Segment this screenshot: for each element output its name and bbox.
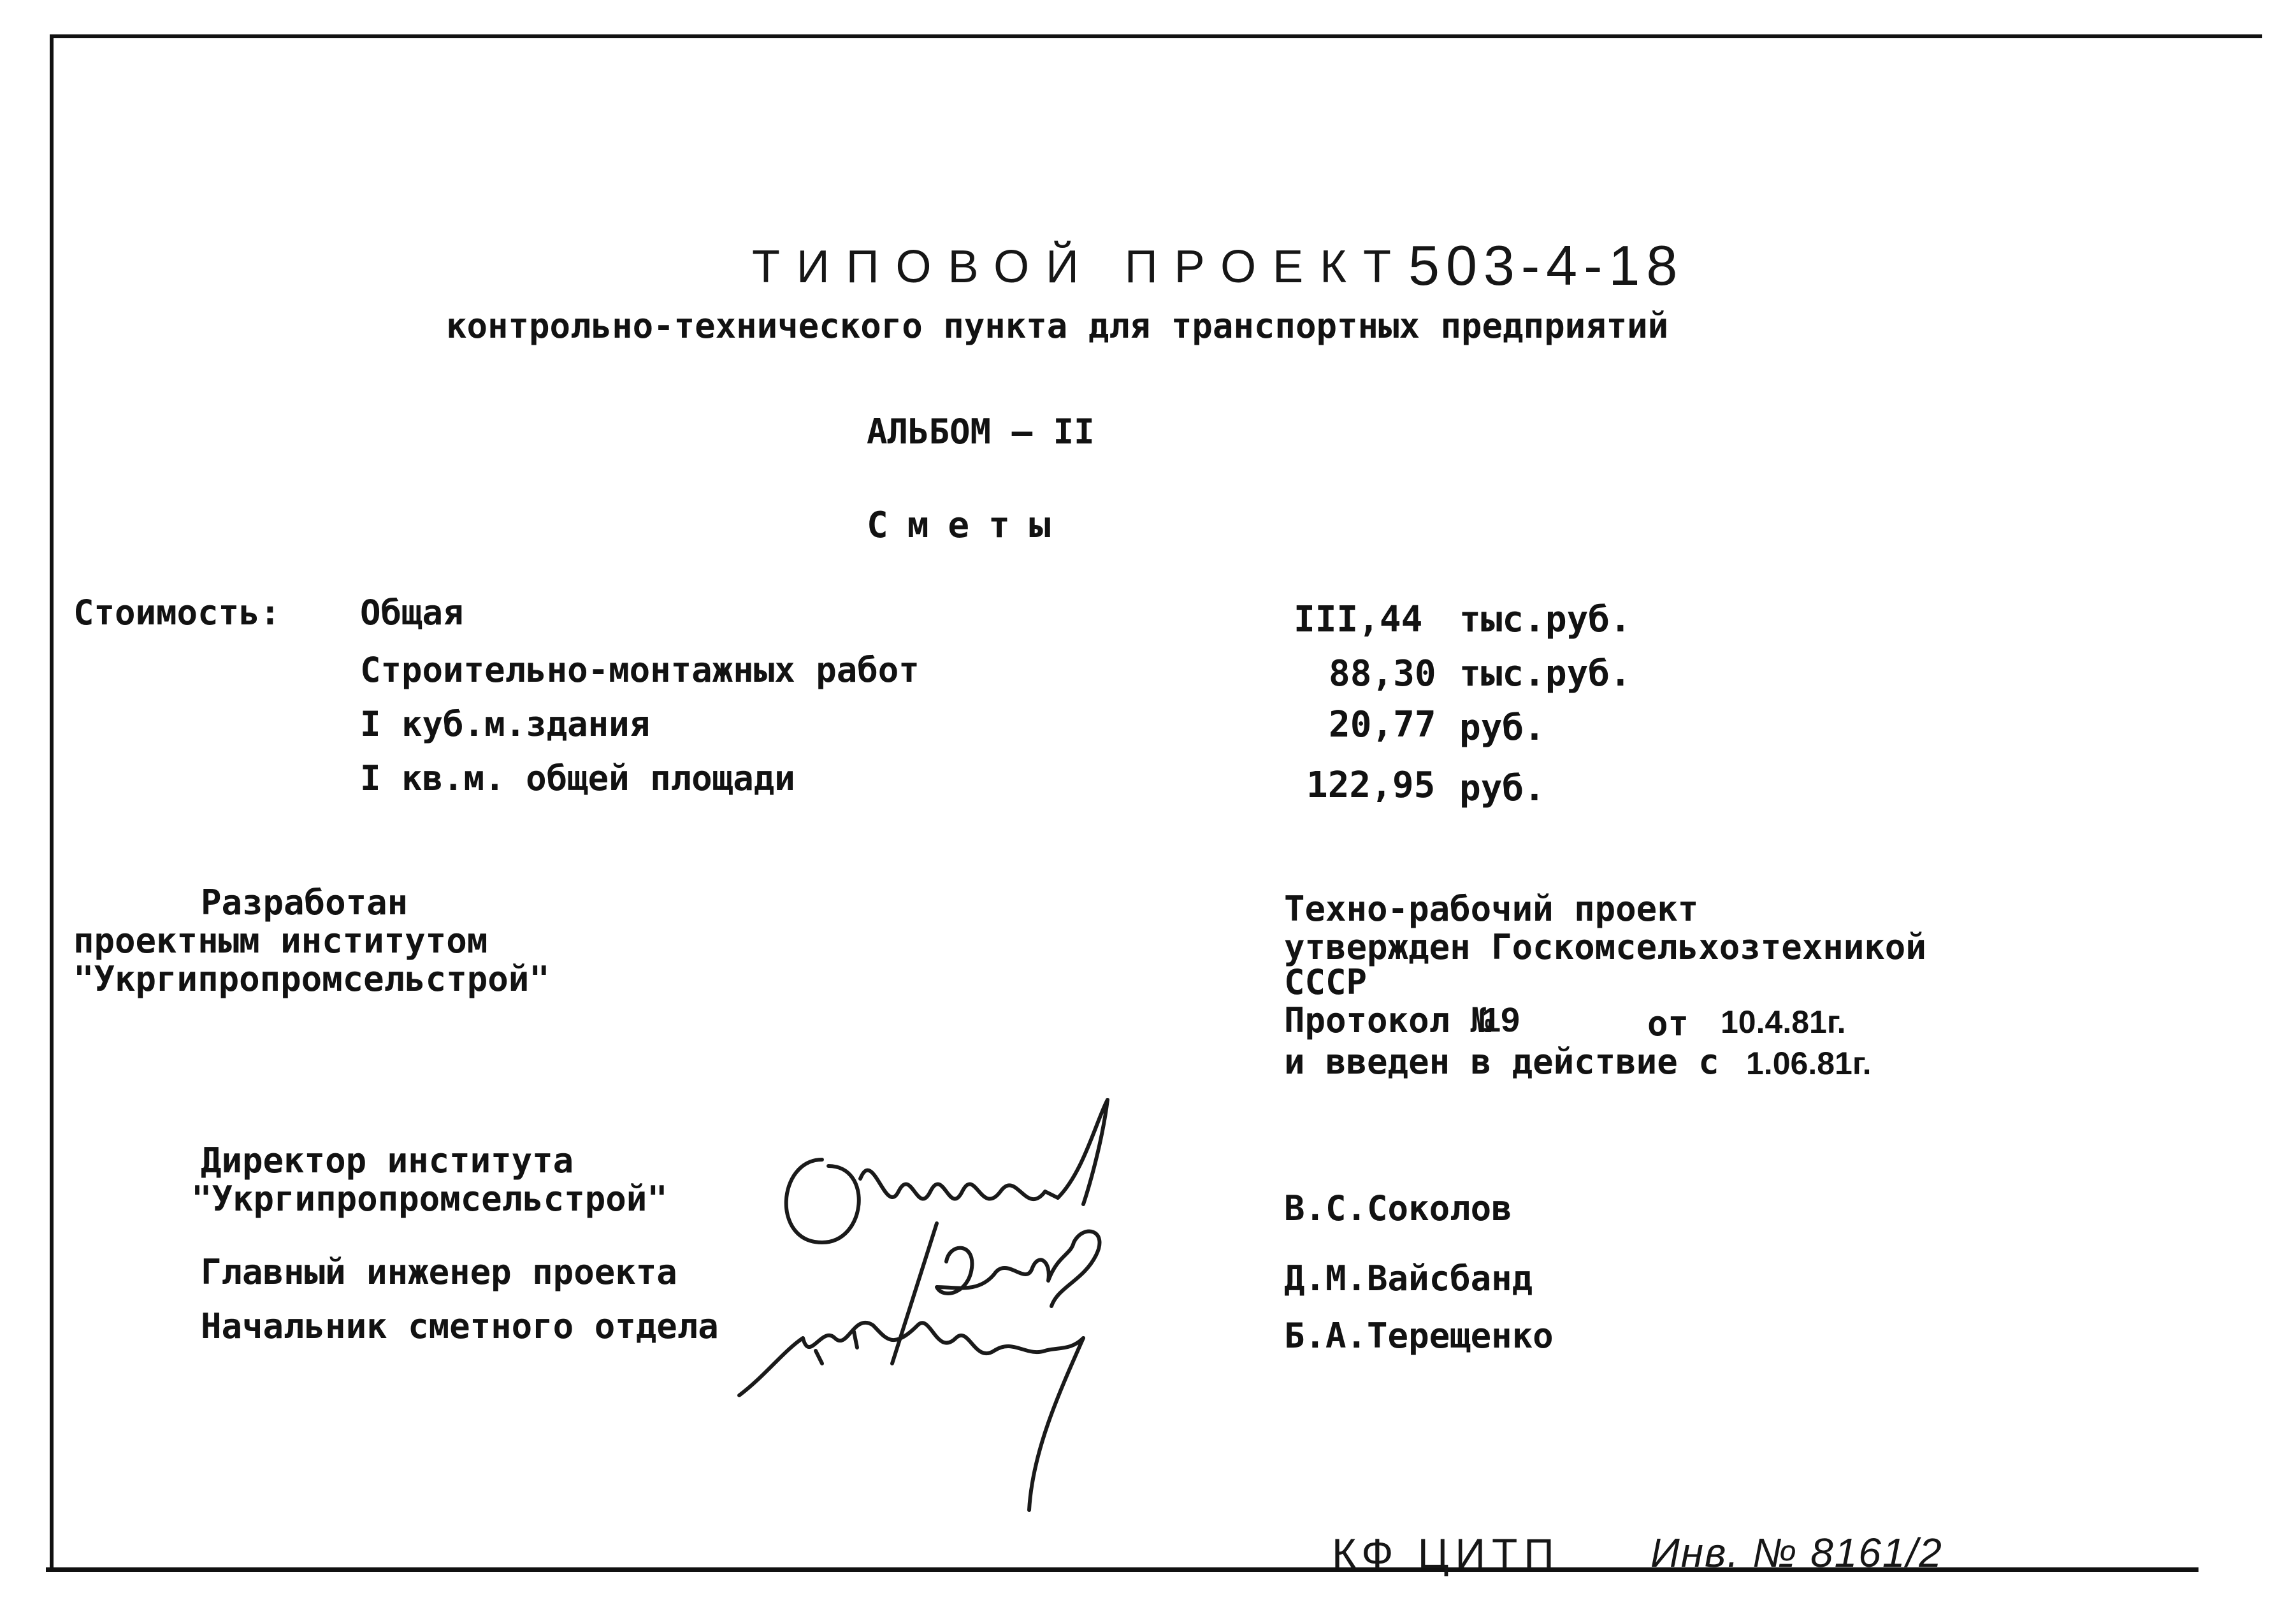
cost-name: I кв.м. общей площади bbox=[360, 758, 795, 798]
from-label: от bbox=[1647, 1004, 1689, 1044]
effective-label: и введен в действие с bbox=[1284, 1042, 1719, 1082]
approval-line3: СССР bbox=[1284, 962, 1368, 1002]
album-label: АЛЬБОМ – II bbox=[867, 412, 1095, 452]
stamp-inventory: Инв. № 8161/2 bbox=[1650, 1530, 1943, 1576]
cost-unit: тыс.руб. bbox=[1459, 599, 1631, 640]
signatory-role: Начальник сметного отдела bbox=[201, 1306, 719, 1346]
cost-name: Общая bbox=[360, 593, 464, 633]
frame-left-border bbox=[50, 34, 54, 1570]
cost-name: Строительно-монтажных работ bbox=[360, 650, 920, 690]
developer-line2: проектным институтом bbox=[73, 921, 488, 961]
signatory-name: В.С.Соколов bbox=[1284, 1188, 1512, 1228]
section-title: Сметы bbox=[867, 505, 1070, 546]
from-date: 10.4.81г. bbox=[1721, 1004, 1846, 1040]
signatory-name: Д.М.Вайсбанд bbox=[1284, 1258, 1533, 1299]
protocol-number: 19 bbox=[1482, 1001, 1520, 1039]
effective-date: 1.06.81г. bbox=[1746, 1046, 1872, 1081]
signatory-role: Главный инженер проекта bbox=[201, 1252, 677, 1292]
signatory-role: Директор института bbox=[201, 1140, 574, 1181]
handwritten-signatures bbox=[726, 1096, 1236, 1516]
approval-line1: Техно-рабочий проект bbox=[1284, 889, 1699, 929]
approval-line2: утвержден Госкомсельхозтехникой bbox=[1284, 927, 1926, 967]
cost-label: Стоимость: bbox=[73, 593, 281, 633]
cost-value: III,44 bbox=[1294, 599, 1423, 640]
developer-line3: "Укргипропромсельстрой" bbox=[73, 959, 550, 999]
signatory-name: Б.А.Терещенко bbox=[1284, 1316, 1554, 1356]
title-prefix: ТИПОВОЙ ПРОЕКТ bbox=[752, 241, 1408, 292]
project-subtitle: контрольно-технического пункта для транспортных предприятий bbox=[446, 306, 1669, 346]
cost-unit: руб. bbox=[1459, 707, 1545, 749]
frame-top-border bbox=[50, 34, 2262, 38]
cost-unit: тыс.руб. bbox=[1459, 653, 1631, 694]
cost-value: 20,77 bbox=[1329, 704, 1436, 745]
signatory-role: "Укргипропромсельстрой" bbox=[191, 1179, 668, 1219]
cost-unit: руб. bbox=[1459, 768, 1545, 809]
project-number: 503-4-18 bbox=[1408, 234, 1684, 297]
developer-line1: Разработан bbox=[201, 882, 408, 923]
cost-value: 88,30 bbox=[1329, 653, 1436, 694]
cost-name: I куб.м.здания bbox=[360, 704, 651, 744]
cost-value: 122,95 bbox=[1306, 765, 1436, 806]
stamp-org: КФ ЦИТП bbox=[1332, 1530, 1561, 1577]
protocol-label: Протокол № bbox=[1284, 1000, 1492, 1040]
